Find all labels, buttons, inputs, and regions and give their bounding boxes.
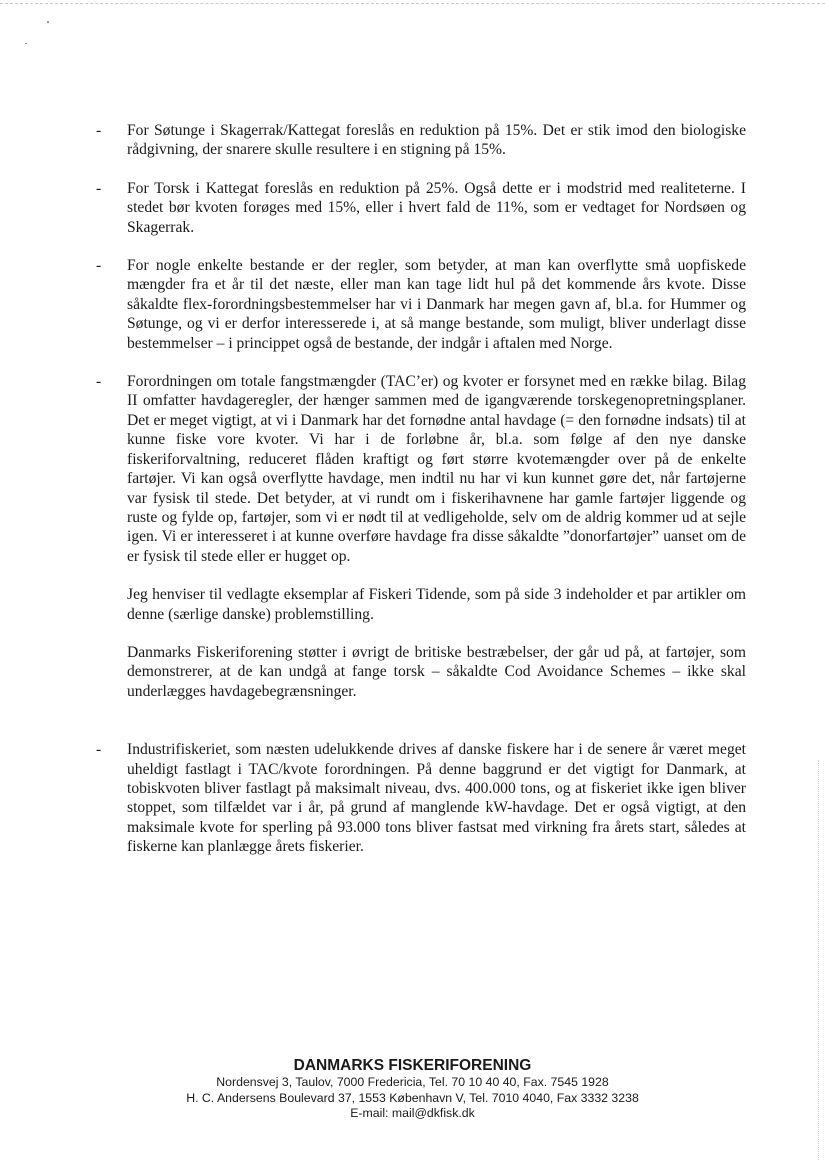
bullet-item-flex-rules (96, 256, 746, 353)
bullet-marker: - (96, 373, 102, 391)
paragraph-cod-avoidance: Danmarks Fiskeriforening støtter i øvrigt de britiske bestræbelser, der går ud på, at fartøjer, som demonstrerer, at de kan undgå at fange torsk – såkaldte Cod Avoidance Schemes – ikke skal underlægges havdagebegrænsninger. (127, 643, 746, 700)
bullet-text: For Søtunge i Skagerrak/Kattegat foreslås en reduktion på 15%. Det er stik imod den biologiske rådgivning, der snarere skulle resultere i en stigning på 15%. (127, 122, 746, 159)
email-line: E-mail: mail@dkfisk.dk (350, 1106, 475, 1121)
letter-body (96, 121, 746, 857)
bullet-marker: - (96, 741, 102, 759)
paragraph-fiskeri-tidende: Jeg henviser til vedlagte eksemplar af Fiskeri Tidende, som på side 3 indeholder et par artikler om denne (særlige danske) problemstilling. (127, 586, 746, 623)
bullet-text: Forordningen om totale fangstmængder (TAC’er) og kvoter er forsynet med en række bilag. Bilag II omfatter havdageregler, der hænger sammen med de igangværende torskegenopretningsplaner. Det er meget vigtigt, at vi i Danmark har det fornødne antal havdage (= den fornødne indsats) til at kunne fiske vore kvoter. Vi har i de forløbne år, bl.a. som følge af den nye danske fiskeriforvaltning, reduceret flåden kraftigt og ført større kvotemængder over på de enkelte fartøjer. Vi kan også overflytte havdage, men indtil nu har vi kun kunnet gøre det, når fartøjerne var fysisk til stede. Det betyder, at vi rundt om i fiskerihavnene har gamle fartøjer liggende og ruste og fylde op, fartøjer, som vi er nødt til at vedligeholde, selv om de aldrig kommer ud at sejle igen. Vi er interesseret i at kunne overføre havdage fra disse såkaldte ”donorfartøjer” uanset om de er fysisk til stede eller er hugget op. (127, 373, 746, 565)
address-line-fredericia: Nordensvej 3, Taulov, 7000 Fredericia, Tel. 70 10 40 40, Fax. 7545 1928 (216, 1075, 609, 1089)
bullet-marker: - (96, 122, 102, 139)
bullet-item-sole (96, 121, 746, 160)
bullet-item-industrial-fishery (96, 740, 746, 856)
scan-speck (47, 21, 49, 23)
bullet-marker: - (96, 179, 102, 197)
letterhead-footer (0, 1057, 825, 1122)
bullet-text: For Torsk i Kattegat foreslås en reduktion på 25%. Også dette er i modstrid med realiteterne. I stedet bør kvoten forøges med 15%, eller i hvert fald de 11%, som er vedtaget for Nordsøen og Skagerrak. (127, 179, 746, 236)
bullet-text: Industrifiskeriet, som næsten udelukkende drives af danske fiskere har i de senere år været meget uheldigt fastlagt i TAC/kvote forordningen. På denne baggrund er det vigtigt for Danmark, at tobiskvoten bliver fastlagt på maksimalt niveau, dvs. 400.000 tons, og at fiskeriet ikke igen bliver stoppet, som tilfældet var i år, på grund af manglende kW-havdage. Det er også vigtigt, at den maksimale kvote for sperling på 93.000 tons bliver fastsat med virkning fra årets start, således at fiskerne kan planlægge årets fiskerier. (127, 741, 746, 856)
address-line-copenhagen: H. C. Andersens Boulevard 37, 1553 København V, Tel. 7010 4040, Fax 3332 3238 (186, 1090, 639, 1105)
bullet-item-tac-regulation (96, 372, 746, 566)
bullet-item-cod (96, 179, 746, 237)
scan-edge-line (0, 3, 825, 4)
bullet-text: For nogle enkelte bestande er der regler, som betyder, at man kan overflytte små uopfiskede mængder fra et år til det næste, eller man kan tage lidt hul på det kommende års kvote. Disse såkaldte flex-forordningsbestemmelser har vi i Danmark har megen gavn af, bl.a. for Hummer og Søtunge, og vi er derfor interesserede i, at så mange bestande, som muligt, bliver underlagt disse bestemmelser – i princippet også de bestande, der indgår i aftalen med Norge. (127, 257, 746, 352)
bullet-marker: - (96, 257, 102, 275)
scan-speck (25, 43, 27, 44)
organization-name: DANMARKS FISKERIFORENING (293, 1057, 532, 1074)
